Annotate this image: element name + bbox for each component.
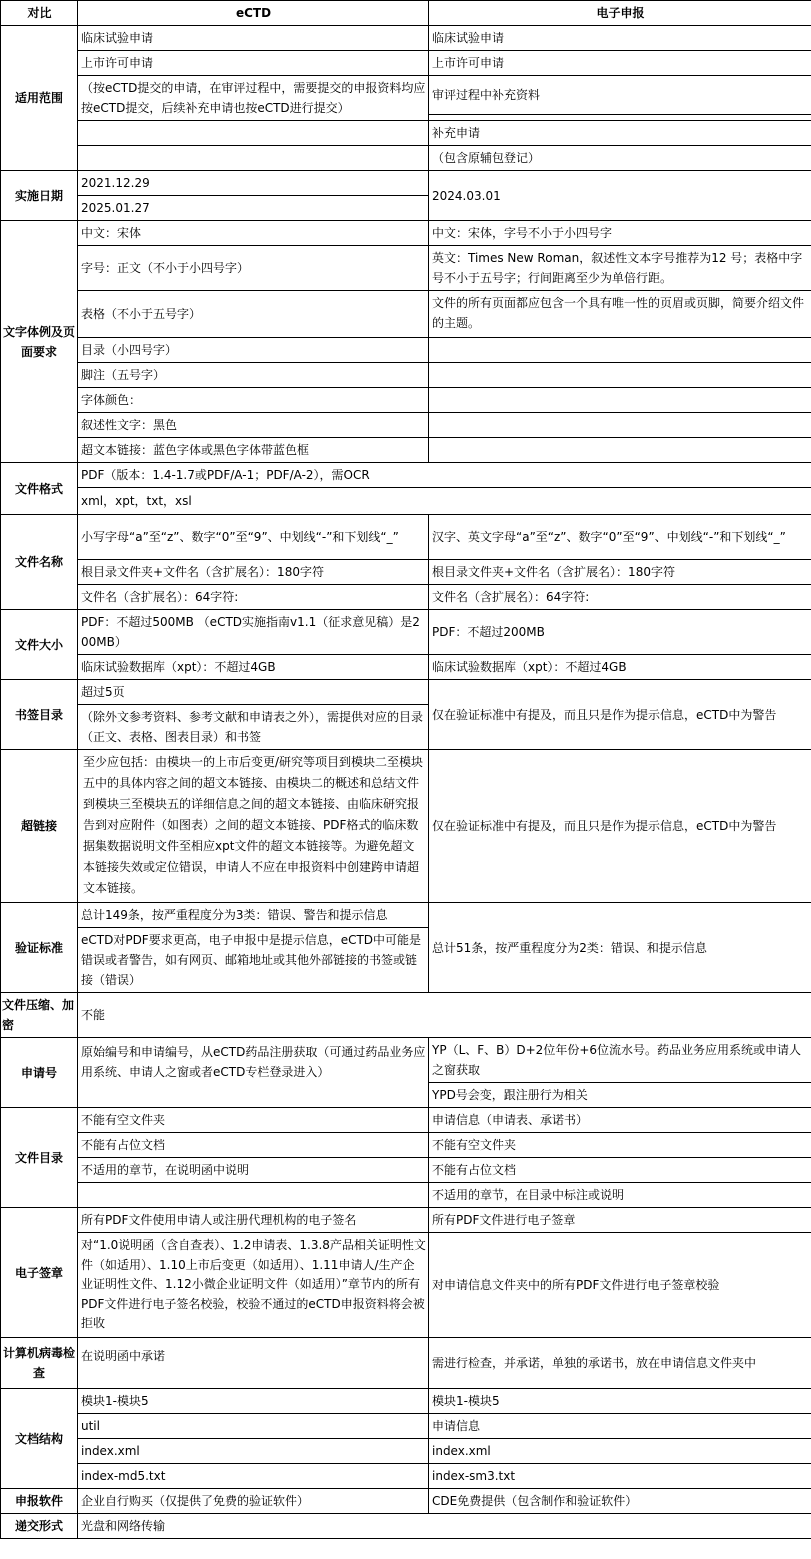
appno-ectd-cell: 原始编号和申请编号，从eCTD药品注册获取（可通过药品业务应用系统、申请人之窗或者eCTD专栏登录进入）	[78, 1038, 429, 1108]
delivery-cell: 光盘和网络传输	[78, 1514, 811, 1539]
date-ectd-cell: 2021.12.29	[78, 171, 429, 196]
structure-esub-cell: 申请信息	[429, 1414, 811, 1439]
table-row	[1, 388, 811, 413]
table-row	[1, 680, 811, 705]
table-row	[1, 1414, 811, 1439]
structure-ectd-cell: util	[78, 1414, 429, 1439]
table-row	[1, 1464, 811, 1489]
table-row	[1, 1389, 811, 1414]
appno-esub-cell: YPD号会变，跟注册行为相关	[429, 1083, 811, 1108]
format-cell: PDF（版本：1.4-1.7或PDF/A-1；PDF/A-2），需OCR	[78, 463, 811, 488]
virus-ectd-cell: 在说明函中承诺	[78, 1338, 429, 1389]
dirs-ectd-cell: 不能有占位文档	[78, 1133, 429, 1158]
table-row	[1, 146, 811, 171]
date-esub-cell: 2024.03.01	[429, 171, 811, 221]
virus-esub-cell: 需进行检查，并承诺，单独的承诺书，放在申请信息文件夹中	[429, 1338, 811, 1389]
scope-esub-cell: （包含原辅包登记）	[429, 146, 811, 171]
scope-ectd-cell	[78, 146, 429, 171]
table-row	[1, 655, 811, 680]
software-esub-cell: CDE免费提供（包含制作和验证软件）	[429, 1489, 811, 1514]
table-row	[1, 246, 811, 291]
filesize-esub-cell: PDF：不超过200MB	[429, 610, 811, 655]
dirs-esub-cell: 不能有空文件夹	[429, 1133, 811, 1158]
table-row	[1, 76, 811, 115]
table-row	[1, 560, 811, 585]
font-ectd-cell: 字号：正文（不小于小四号字）	[78, 246, 429, 291]
date-ectd-cell: 2025.01.27	[78, 196, 429, 221]
format-cell: xml，xpt，txt，xsl	[78, 488, 811, 515]
header-esub: 电子申报	[429, 1, 811, 26]
structure-esub-cell: 模块1-模块5	[429, 1389, 811, 1414]
compress-cell: 不能	[78, 993, 811, 1038]
table-row	[1, 993, 811, 1038]
font-ectd-cell: 中文：宋体	[78, 221, 429, 246]
dirs-ectd-cell: 不能有空文件夹	[78, 1108, 429, 1133]
scope-esub-cell: 临床试验申请	[429, 26, 811, 51]
table-row	[1, 1514, 811, 1539]
structure-label: 文档结构	[1, 1389, 78, 1489]
filesize-label: 文件大小	[1, 610, 78, 680]
table-row	[1, 438, 811, 463]
table-row	[1, 26, 811, 51]
table-row	[1, 1208, 811, 1233]
compress-label: 文件压缩、加密	[1, 993, 78, 1038]
header-row	[1, 1, 811, 26]
hyperlink-label: 超链接	[1, 750, 78, 903]
validation-ectd-cell: eCTD对PDF要求更高，电子申报中是提示信息，eCTD中可能是错误或者警告，如有网页、邮箱地址或其他外部链接的书签或链接（错误）	[78, 928, 429, 993]
table-row	[1, 1133, 811, 1158]
bookmark-esub-cell: 仅在验证标准中有提及，而且只是作为提示信息，eCTD中为警告	[429, 680, 811, 750]
dirs-esub-cell: 不适用的章节，在目录中标注或说明	[429, 1183, 811, 1208]
esign-ectd-cell: 所有PDF文件使用申请人或注册代理机构的电子签名	[78, 1208, 429, 1233]
dirs-esub-cell: 申请信息（申请表、承诺书）	[429, 1108, 811, 1133]
table-row	[1, 363, 811, 388]
date-label: 实施日期	[1, 171, 78, 221]
scope-ectd-cell	[78, 121, 429, 146]
table-row	[1, 903, 811, 928]
header-compare: 对比	[1, 1, 78, 26]
structure-esub-cell: index-sm3.txt	[429, 1464, 811, 1489]
font-ectd-cell: 目录（小四号字）	[78, 338, 429, 363]
dirs-ectd-cell	[78, 1183, 429, 1208]
font-ectd-cell: 脚注（五号字）	[78, 363, 429, 388]
filename-esub-cell: 根目录文件夹+文件名（含扩展名）：180字符	[429, 560, 811, 585]
font-esub-cell	[429, 338, 811, 363]
appno-esub-cell: YP（L、F、B）D+2位年份+6位流水号。药品业务应用系统或申请人之窗获取	[429, 1038, 811, 1083]
scope-esub-cell: 补充申请	[429, 121, 811, 146]
table-row	[1, 413, 811, 438]
validation-label: 验证标准	[1, 903, 78, 993]
header-ectd: eCTD	[78, 1, 429, 26]
table-row	[1, 291, 811, 338]
esign-label: 电子签章	[1, 1208, 78, 1338]
filename-esub-cell: 汉字、英文字母“a”至“z”、数字“0”至“9”、中划线“-”和下划线“_”	[429, 515, 811, 560]
table-row	[1, 1158, 811, 1183]
validation-esub-cell: 总计51条，按严重程度分为2类：错误、和提示信息	[429, 903, 811, 993]
software-label: 申报软件	[1, 1489, 78, 1514]
virus-label: 计算机病毒检查	[1, 1338, 78, 1389]
table-row	[1, 1338, 811, 1389]
table-row	[1, 463, 811, 488]
bookmark-ectd-cell: 超过5页	[78, 680, 429, 705]
scope-ectd-cell: 上市许可申请	[78, 51, 429, 76]
font-esub-cell	[429, 363, 811, 388]
dirs-esub-cell: 不能有占位文档	[429, 1158, 811, 1183]
filesize-esub-cell: 临床试验数据库（xpt）：不超过4GB	[429, 655, 811, 680]
structure-ectd-cell: index-md5.txt	[78, 1464, 429, 1489]
font-esub-cell: 文件的所有页面都应包含一个具有唯一性的页眉或页脚，简要介绍文件的主题。	[429, 291, 811, 338]
table-row	[1, 171, 811, 196]
scope-ectd-cell: （按eCTD提交的申请，在审评过程中，需要提交的申报资料均应按eCTD提交，后续补充申请也按eCTD进行提交）	[78, 76, 429, 121]
esign-ectd-cell: 对“1.0说明函（含自查表）、1.2申请表、1.3.8产品相关证明性文件（如适用）、1.10上市后变更（如适用）、1.11申请人/生产企业证明性文件、1.12小微企业证明文件（如适用）”章节内的所有PDF文件进行电子签名校验，校验不通过的eCTD申报资料将会被拒收	[78, 1233, 429, 1338]
filename-label: 文件名称	[1, 515, 78, 610]
table-row	[1, 610, 811, 655]
table-row	[1, 121, 811, 146]
appno-label: 申请号	[1, 1038, 78, 1108]
software-ectd-cell: 企业自行购买（仅提供了免费的验证软件）	[78, 1489, 429, 1514]
table-row	[1, 750, 811, 903]
font-ectd-cell: 叙述性文字：黑色	[78, 413, 429, 438]
table-row	[1, 51, 811, 76]
filename-esub-cell: 文件名（含扩展名）：64字符:	[429, 585, 811, 610]
font-ectd-cell: 超文本链接：蓝色字体或黑色字体带蓝色框	[78, 438, 429, 463]
table-row	[1, 1233, 811, 1338]
table-row	[1, 515, 811, 560]
font-ectd-cell: 表格（不小于五号字）	[78, 291, 429, 338]
font-label: 文字体例及页面要求	[1, 221, 78, 463]
font-esub-cell	[429, 438, 811, 463]
font-esub-cell: 英文：Times New Roman，叙述性文本字号推荐为12 号；表格中字号不小于五号字；行间距离至少为单倍行距。	[429, 246, 811, 291]
bookmark-ectd-cell: （除外文参考资料、参考文献和申请表之外），需提供对应的目录（正文、表格、图表目录）和书签	[78, 705, 429, 750]
esign-esub-cell: 对申请信息文件夹中的所有PDF文件进行电子签章校验	[429, 1233, 811, 1338]
hyperlink-esub-cell: 仅在验证标准中有提及，而且只是作为提示信息，eCTD中为警告	[429, 750, 811, 903]
scope-esub-cell: 上市许可申请	[429, 51, 811, 76]
scope-esub-cell: 审评过程中补充资料	[429, 76, 811, 115]
table-row	[1, 585, 811, 610]
format-label: 文件格式	[1, 463, 78, 515]
table-row	[1, 1183, 811, 1208]
validation-ectd-cell: 总计149条，按严重程度分为3类：错误、警告和提示信息	[78, 903, 429, 928]
table-row	[1, 488, 811, 515]
structure-esub-cell: index.xml	[429, 1439, 811, 1464]
table-row	[1, 1489, 811, 1514]
filesize-ectd-cell: PDF：不超过500MB （eCTD实施指南v1.1（征求意见稿）是200MB）	[78, 610, 429, 655]
filename-ectd-cell: 根目录文件夹+文件名（含扩展名）：180字符	[78, 560, 429, 585]
dirs-ectd-cell: 不适用的章节，在说明函中说明	[78, 1158, 429, 1183]
filename-ectd-cell: 小写字母“a”至“z”、数字“0”至“9”、中划线“-”和下划线“_”	[78, 515, 429, 560]
bookmark-label: 书签目录	[1, 680, 78, 750]
filesize-ectd-cell: 临床试验数据库（xpt）：不超过4GB	[78, 655, 429, 680]
scope-label: 适用范围	[1, 26, 78, 171]
table-row	[1, 1108, 811, 1133]
table-row	[1, 1439, 811, 1464]
hyperlink-ectd-cell: 至少应包括：由模块一的上市后变更/研究等项目到模块二至模块五中的具体内容之间的超文本链接、由模块二的概述和总结文件到模块三至模块五的详细信息之间的超文本链接、由临床研究报告到对应附件（如图表）之间的超文本链接、PDF格式的临床数据集数据说明文件至相应xpt文件的超文本链接等。为避免超文本链接失效或定位错误，申请人不应在申报资料中创建跨申请超文本链接。	[78, 750, 429, 903]
delivery-label: 递交形式	[1, 1514, 78, 1539]
scope-ectd-cell: 临床试验申请	[78, 26, 429, 51]
font-esub-cell	[429, 388, 811, 413]
font-esub-cell	[429, 413, 811, 438]
table-row	[1, 1038, 811, 1083]
font-ectd-cell: 字体颜色：	[78, 388, 429, 413]
structure-ectd-cell: index.xml	[78, 1439, 429, 1464]
dirs-label: 文件目录	[1, 1108, 78, 1208]
font-esub-cell: 中文：宋体，字号不小于小四号字	[429, 221, 811, 246]
structure-ectd-cell: 模块1-模块5	[78, 1389, 429, 1414]
filename-ectd-cell: 文件名（含扩展名）：64字符:	[78, 585, 429, 610]
esign-esub-cell: 所有PDF文件进行电子签章	[429, 1208, 811, 1233]
table-row	[1, 221, 811, 246]
table-row	[1, 338, 811, 363]
